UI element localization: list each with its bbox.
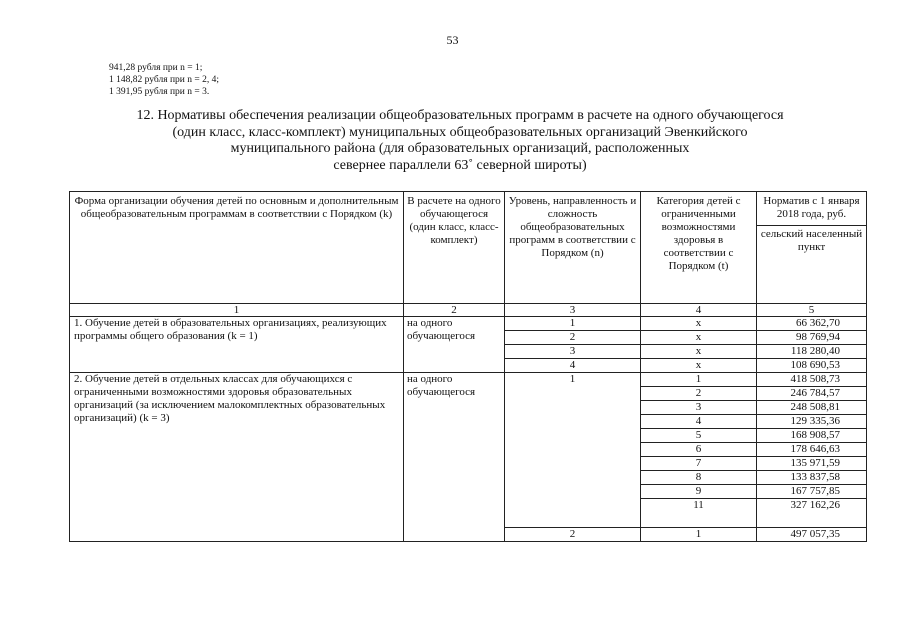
norm-cell: 497 057,35	[757, 528, 867, 542]
level-cell: 2	[505, 528, 641, 542]
header-norm-text: Норматив с 1 января 2018 года, руб.	[763, 195, 860, 220]
category-cell: 9	[641, 485, 757, 499]
column-number: 4	[641, 304, 757, 317]
level-cell: 4	[505, 359, 641, 373]
norm-cell: 167 757,85	[757, 485, 867, 499]
category-cell: 7	[641, 457, 757, 471]
norm-cell: 178 646,63	[757, 443, 867, 457]
level-cell: 1	[505, 373, 641, 528]
norm-cell: 108 690,53	[757, 359, 867, 373]
column-number-row	[70, 304, 867, 317]
form-cell: 2. Обучение детей в отдельных классах для обучающихся с ограниченными возможностями здоровья образовательных организаций (за исключением малокомплектных образовательных организаций) (k = 3)	[70, 373, 404, 542]
category-cell: 5	[641, 429, 757, 443]
column-number: 2	[404, 304, 505, 317]
column-number: 3	[505, 304, 641, 317]
section-heading	[100, 108, 820, 174]
category-cell: x	[641, 331, 757, 345]
norm-cell: 118 280,40	[757, 345, 867, 359]
header-level	[505, 192, 641, 304]
heading-line: (один класс, класс-комплект) муниципальных общеобразовательных организаций Эвенкийского	[172, 124, 748, 140]
header-calc-text: В расчете на одного обучающегося (один класс, класс-комплект)	[407, 195, 501, 246]
category-cell: 2	[641, 387, 757, 401]
norm-cell: 135 971,59	[757, 457, 867, 471]
norm-cell: 129 335,36	[757, 415, 867, 429]
norms-table	[69, 191, 867, 542]
norm-cell: 248 508,81	[757, 401, 867, 415]
level-cell: 3	[505, 345, 641, 359]
header-row	[70, 192, 867, 304]
price-line: 1 148,82 рубля при n = 2, 4;	[109, 75, 219, 85]
level-cell: 2	[505, 331, 641, 345]
category-cell: x	[641, 317, 757, 331]
category-cell: x	[641, 345, 757, 359]
category-cell: x	[641, 359, 757, 373]
table-row	[70, 317, 867, 331]
column-number: 5	[757, 304, 867, 317]
header-category-text: Категория детей с ограниченными возможностями здоровья в соответствии с Порядком (t)	[656, 195, 741, 272]
level-cell: 1	[505, 317, 641, 331]
form-cell: 1. Обучение детей в образовательных организациях, реализующих программы общего образования (k = 1)	[70, 317, 404, 373]
column-number: 1	[70, 304, 404, 317]
category-cell: 4	[641, 415, 757, 429]
norm-cell: 246 784,57	[757, 387, 867, 401]
norm-cell: 418 508,73	[757, 373, 867, 387]
price-line: 1 391,95 рубля при n = 3.	[109, 87, 210, 97]
page-number: 53	[446, 33, 459, 47]
calc-cell: на одного обучающегося	[404, 373, 505, 542]
heading-line: севернее параллели 63˚ северной широты)	[333, 157, 587, 173]
norm-cell: 133 837,58	[757, 471, 867, 485]
norm-cell: 168 908,57	[757, 429, 867, 443]
header-norm-sub: сельский населенный пункт	[757, 225, 866, 254]
heading-line: 12. Нормативы обеспечения реализации общеобразовательных программ в расчете на одного обучающегося	[136, 108, 784, 123]
category-cell: 3	[641, 401, 757, 415]
price-line: 941,28 рубля при n = 1;	[109, 63, 203, 73]
table-row	[70, 373, 867, 387]
header-category	[641, 192, 757, 304]
category-cell: 1	[641, 528, 757, 542]
calc-cell: на одного обучающегося	[404, 317, 505, 373]
header-norm	[757, 192, 867, 304]
category-cell: 11	[641, 499, 757, 528]
header-form	[70, 192, 404, 304]
norm-cell: 327 162,26	[757, 499, 867, 528]
category-cell: 1	[641, 373, 757, 387]
heading-line: муниципального района (для образовательных организаций, расположенных	[230, 141, 690, 156]
header-form-text: Форма организации обучения детей по основным и дополнительным общеобразовательным программам в соответствии с Порядком (k)	[74, 195, 399, 220]
category-cell: 6	[641, 443, 757, 457]
price-list	[109, 62, 219, 98]
category-cell: 8	[641, 471, 757, 485]
norm-cell: 98 769,94	[757, 331, 867, 345]
norm-cell: 66 362,70	[757, 317, 867, 331]
header-level-text: Уровень, направленность и сложность общеобразовательных программ в соответствии с Порядком (n)	[508, 195, 637, 259]
header-calc	[404, 192, 505, 304]
